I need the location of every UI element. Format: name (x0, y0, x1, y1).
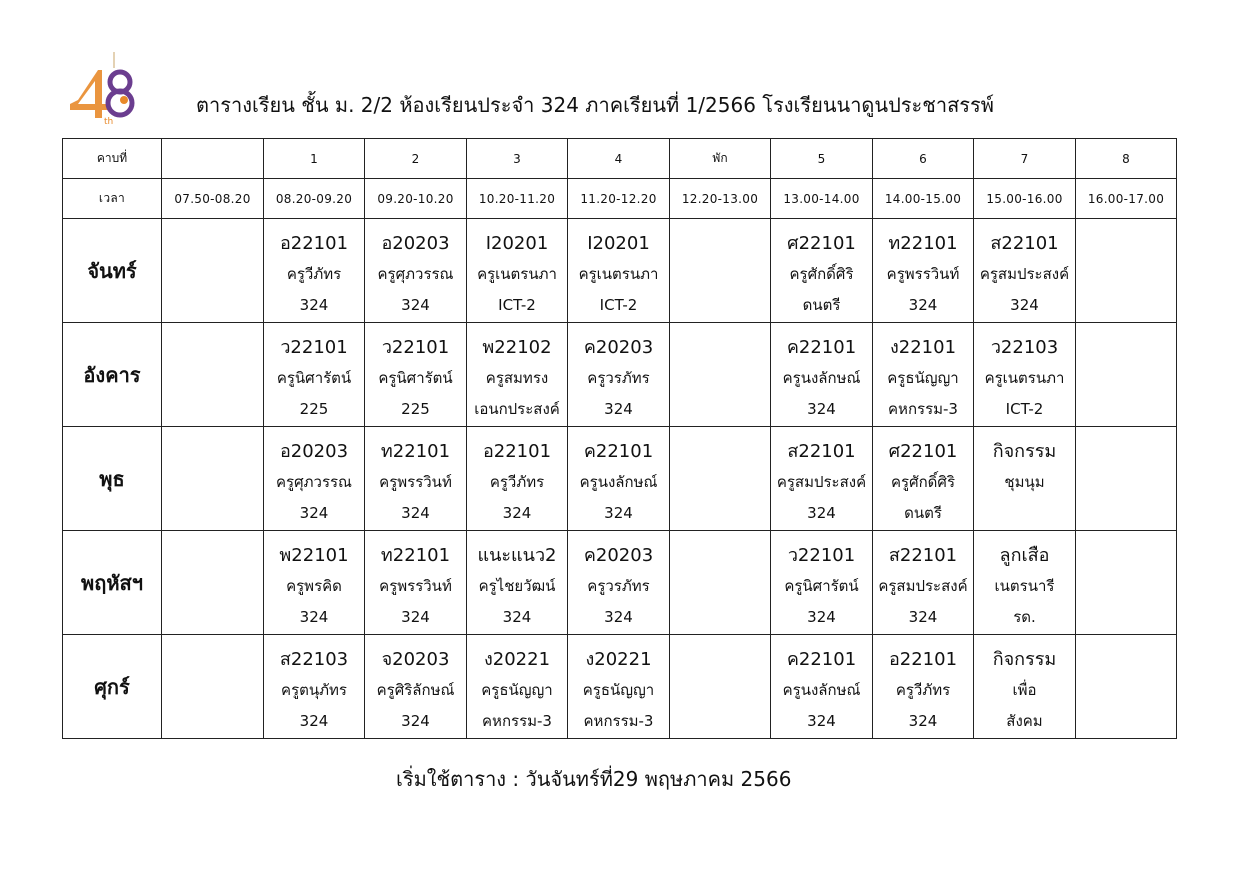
schedule-cell (974, 219, 1076, 323)
teacher-name: ครูพรรวินท์ (886, 264, 960, 283)
subject-code: ว22103 (990, 336, 1059, 358)
teacher-name: ครูเนตรนภา (578, 264, 659, 283)
cell-content (771, 433, 872, 525)
subject-code: ว22101 (381, 336, 450, 358)
period-number: 5 (771, 139, 873, 179)
schedule-cell (365, 323, 467, 427)
schedule-cell (264, 427, 365, 531)
room-name: 324 (299, 711, 329, 730)
time-slot: 15.00-16.00 (974, 179, 1076, 219)
schedule-cell (467, 531, 568, 635)
cell-content (467, 641, 567, 733)
teacher-name: ครูนงลักษณ์ (782, 680, 861, 699)
cell-content (873, 225, 973, 317)
schedule-cell (771, 323, 873, 427)
teacher-name: เพื่อ (1012, 680, 1037, 699)
room-name: 324 (604, 503, 633, 522)
subject-code: ง20221 (483, 648, 551, 670)
subject-code: อ22101 (888, 648, 958, 670)
period-label: คาบที่ (63, 139, 162, 179)
room-name: ดนตรี (802, 295, 841, 314)
day-row (63, 531, 1177, 635)
schedule-cell (1076, 635, 1177, 739)
schedule-cell (670, 635, 771, 739)
schedule-cell (467, 219, 568, 323)
room-name: ICT-2 (1005, 399, 1044, 418)
schedule-cell (162, 427, 264, 531)
cell-content (1076, 225, 1176, 317)
room-name: 324 (807, 503, 836, 522)
room-name: 324 (299, 503, 329, 522)
cell-content (1076, 537, 1176, 629)
teacher-name: ครูศักดิ์ศิริ (789, 264, 854, 283)
cell-content (873, 329, 973, 421)
schedule-cell (771, 219, 873, 323)
room-name: 324 (807, 607, 836, 626)
subject-code: ส22103 (279, 648, 349, 670)
room-name: 324 (908, 711, 938, 730)
time-slot: 10.20-11.20 (467, 179, 568, 219)
period-number: 6 (873, 139, 974, 179)
subject-code: ศ22101 (888, 440, 958, 462)
schedule-start-date: เริ่มใช้ตาราง : วันจันทร์ที่29 พฤษภาคม 2566 (396, 767, 792, 791)
subject-code: I20201 (485, 232, 549, 254)
schedule-cell (670, 323, 771, 427)
room-name: คหกรรม-3 (888, 399, 958, 418)
cell-content (670, 641, 770, 733)
cell-content (873, 641, 973, 733)
teacher-name: ชุมนุม (1004, 472, 1045, 491)
teacher-name: ครูธนัญญา (887, 368, 959, 387)
teacher-name: ครูเนตรนภา (984, 368, 1065, 387)
room-name: 324 (604, 399, 633, 418)
cell-content (771, 225, 872, 317)
room-name: รด. (1013, 607, 1036, 626)
subject-code: พ22101 (279, 544, 349, 566)
schedule-cell (568, 323, 670, 427)
subject-code: ว22101 (787, 544, 856, 566)
cell-content (670, 433, 770, 525)
teacher-name: ครูศักดิ์ศิริ (890, 472, 955, 491)
subject-code: I20201 (587, 232, 650, 254)
cell-content (467, 225, 567, 317)
schedule-cell (974, 531, 1076, 635)
schedule-cell (873, 427, 974, 531)
period-number: 3 (467, 139, 568, 179)
schedule-cell (568, 427, 670, 531)
cell-content (467, 537, 567, 629)
room-name: 324 (908, 295, 938, 314)
teacher-name: ครูวีภัทร (286, 264, 342, 283)
teacher-name: ครูเนตรนภา (477, 264, 557, 283)
period-number: 7 (974, 139, 1076, 179)
page-title: ตารางเรียน ชั้น ม. 2/2 ห้องเรียนประจำ 324 ภาคเรียนที่ 1/2566 โรงเรียนนาดูนประชาสรรพ์ (196, 93, 994, 117)
school-anniversary-logo (64, 48, 144, 128)
cell-content (1076, 433, 1176, 525)
cell-content (162, 433, 263, 525)
day-name: ศุกร์ (63, 635, 162, 739)
cell-content (670, 537, 770, 629)
room-name: คหกรรม-3 (583, 711, 654, 730)
time-header-row (63, 179, 1177, 219)
schedule-cell (974, 635, 1076, 739)
day-name: จันทร์ (63, 219, 162, 323)
subject-code: ค22101 (786, 336, 857, 358)
subject-code: ค22101 (583, 440, 654, 462)
time-slot: 09.20-10.20 (365, 179, 467, 219)
teacher-name: ครูนงลักษณ์ (782, 368, 861, 387)
cell-content (670, 329, 770, 421)
cell-content (264, 433, 364, 525)
room-name: ดนตรี (904, 503, 942, 522)
teacher-name: ครูตนุภัทร (281, 680, 347, 699)
subject-code: พ22102 (482, 336, 552, 358)
time-slot: 11.20-12.20 (568, 179, 670, 219)
schedule-cell (1076, 219, 1177, 323)
teacher-name: ครูวรภัทร (587, 576, 650, 595)
teacher-name: ครูพรรวินท์ (379, 472, 452, 491)
cell-content (568, 537, 669, 629)
schedule-cell (568, 635, 670, 739)
cell-content (162, 225, 263, 317)
period-number (162, 139, 264, 179)
schedule-cell (1076, 531, 1177, 635)
time-slot: 07.50-08.20 (162, 179, 264, 219)
cell-content (162, 537, 263, 629)
subject-code: ว22101 (280, 336, 348, 358)
room-name: 324 (807, 399, 836, 418)
cell-content (365, 433, 466, 525)
schedule-cell (568, 219, 670, 323)
teacher-name: ครูธนัญญา (582, 680, 655, 699)
cell-content (365, 641, 466, 733)
teacher-name: ครูวีภัทร (489, 472, 545, 491)
cell-content (365, 225, 466, 317)
cell-content (974, 537, 1075, 629)
cell-content (873, 433, 973, 525)
cell-content (264, 641, 364, 733)
subject-code: ค20203 (583, 336, 654, 358)
schedule-cell (873, 635, 974, 739)
teacher-name: ครูนงลักษณ์ (579, 472, 658, 491)
room-name: 324 (299, 607, 329, 626)
room-name: 324 (1010, 295, 1039, 314)
schedule-cell (670, 219, 771, 323)
schedule-cell (873, 323, 974, 427)
schedule-cell (467, 635, 568, 739)
cell-content (162, 641, 263, 733)
cell-content (467, 329, 567, 421)
class-schedule-table (62, 138, 1177, 739)
cell-content (974, 641, 1075, 733)
room-name: 324 (401, 607, 430, 626)
schedule-cell (365, 635, 467, 739)
cell-content (873, 537, 973, 629)
day-row (63, 427, 1177, 531)
room-name: 324 (401, 711, 430, 730)
subject-code: ท22101 (888, 232, 958, 254)
room-name: 324 (401, 295, 430, 314)
cell-content (264, 537, 364, 629)
subject-code: แนะแนว2 (477, 544, 557, 566)
subject-code: ศ22101 (787, 232, 856, 254)
room-name: ICT-2 (599, 295, 638, 314)
day-row (63, 635, 1177, 739)
schedule-cell (873, 531, 974, 635)
cell-content (974, 329, 1075, 421)
period-number: 8 (1076, 139, 1177, 179)
cell-content (568, 641, 669, 733)
cell-content (162, 329, 263, 421)
schedule-cell (974, 427, 1076, 531)
room-name: 324 (604, 607, 633, 626)
subject-code: ส22101 (990, 232, 1059, 254)
time-slot: 08.20-09.20 (264, 179, 365, 219)
subject-code: กิจกรรม (992, 440, 1057, 462)
teacher-name: ครูนิศารัตน์ (276, 368, 352, 387)
time-slot: 13.00-14.00 (771, 179, 873, 219)
room-name: 324 (299, 295, 329, 314)
schedule-cell (568, 531, 670, 635)
teacher-name: ครูสมทรง (485, 368, 549, 387)
teacher-name: ครูไชยวัฒน์ (478, 576, 556, 595)
teacher-name: ครูนิศารัตน์ (784, 576, 859, 595)
cell-content (771, 537, 872, 629)
cell-content (467, 433, 567, 525)
logo-sub: th (104, 117, 114, 127)
room-name: 324 (908, 607, 938, 626)
time-label: เวลา (63, 179, 162, 219)
teacher-name: ครูธนัญญา (481, 680, 553, 699)
teacher-name: ครูศิริลักษณ์ (376, 680, 455, 699)
schedule-cell (264, 323, 365, 427)
cell-content (771, 329, 872, 421)
schedule-cell (365, 427, 467, 531)
period-number: 1 (264, 139, 365, 179)
schedule-cell (873, 219, 974, 323)
day-row (63, 219, 1177, 323)
period-number: 2 (365, 139, 467, 179)
teacher-name: ครูพรคิด (286, 576, 342, 595)
time-slot: 14.00-15.00 (873, 179, 974, 219)
schedule-cell (670, 427, 771, 531)
cell-content (771, 641, 872, 733)
day-row (63, 323, 1177, 427)
room-name: 225 (401, 399, 430, 418)
subject-code: ส22101 (888, 544, 958, 566)
room-name: คหกรรม-3 (482, 711, 552, 730)
schedule-cell (162, 531, 264, 635)
schedule-cell (1076, 323, 1177, 427)
subject-code: กิจกรรม (992, 648, 1057, 670)
cell-content (974, 433, 1075, 525)
room-name: เอนกประสงค์ (474, 399, 560, 418)
cell-content (568, 225, 669, 317)
teacher-name: ครูสมประสงค์ (878, 576, 968, 595)
schedule-cell (467, 427, 568, 531)
schedule-cell (670, 531, 771, 635)
cell-content (264, 329, 364, 421)
schedule-cell (264, 531, 365, 635)
room-name: ICT-2 (498, 295, 536, 314)
period-header-row (63, 139, 1177, 179)
schedule-cell (162, 219, 264, 323)
schedule-cell (365, 219, 467, 323)
subject-code: อ22101 (279, 232, 349, 254)
subject-code: ท22101 (380, 544, 451, 566)
schedule-cell (467, 323, 568, 427)
subject-code: ค20203 (583, 544, 654, 566)
subject-code: อ22101 (482, 440, 552, 462)
period-number: 4 (568, 139, 670, 179)
teacher-name: ครูนิศารัตน์ (378, 368, 453, 387)
schedule-cell (771, 531, 873, 635)
subject-code: จ20203 (381, 648, 450, 670)
room-name: 324 (807, 711, 836, 730)
schedule-cell (162, 323, 264, 427)
cell-content (365, 537, 466, 629)
subject-code: ลูกเสือ (999, 544, 1050, 566)
teacher-name: ครูวีภัทร (895, 680, 951, 699)
cell-content (670, 225, 770, 317)
schedule-cell (771, 427, 873, 531)
subject-code: ง20221 (585, 648, 652, 670)
teacher-name: ครูศุภวรรณ (276, 472, 352, 491)
subject-code: ท22101 (380, 440, 451, 462)
room-name: 324 (502, 607, 532, 626)
schedule-cell (264, 219, 365, 323)
day-name: อังคาร (63, 323, 162, 427)
teacher-name: ครูพรรวินท์ (379, 576, 452, 595)
subject-code: อ20203 (381, 232, 450, 254)
time-slot: 16.00-17.00 (1076, 179, 1177, 219)
schedule-cell (771, 635, 873, 739)
period-number: พัก (670, 139, 771, 179)
cell-content (264, 225, 364, 317)
teacher-name: ครูศุภวรรณ (377, 264, 454, 283)
room-name: 324 (502, 503, 532, 522)
schedule-cell (264, 635, 365, 739)
room-name: สังคม (1006, 711, 1043, 730)
cell-content (568, 329, 669, 421)
schedule-cell (974, 323, 1076, 427)
schedule-cell (365, 531, 467, 635)
time-slot: 12.20-13.00 (670, 179, 771, 219)
cell-content (1076, 329, 1176, 421)
cell-content (974, 225, 1075, 317)
day-name: พุธ (63, 427, 162, 531)
subject-code: อ20203 (279, 440, 349, 462)
schedule-cell (1076, 427, 1177, 531)
room-name: 324 (401, 503, 430, 522)
room-name: 225 (299, 399, 329, 418)
subject-code: ง22101 (889, 336, 957, 358)
teacher-name: ครูวรภัทร (587, 368, 650, 387)
subject-code: ส22101 (787, 440, 856, 462)
day-name: พฤหัสฯ (63, 531, 162, 635)
subject-code: ค22101 (786, 648, 857, 670)
cell-content (568, 433, 669, 525)
teacher-name: ครูสมประสงค์ (776, 472, 867, 491)
teacher-name: เนตรนารี (994, 576, 1055, 595)
cell-content (1076, 641, 1176, 733)
cell-content (365, 329, 466, 421)
teacher-name: ครูสมประสงค์ (979, 264, 1070, 283)
schedule-cell (162, 635, 264, 739)
